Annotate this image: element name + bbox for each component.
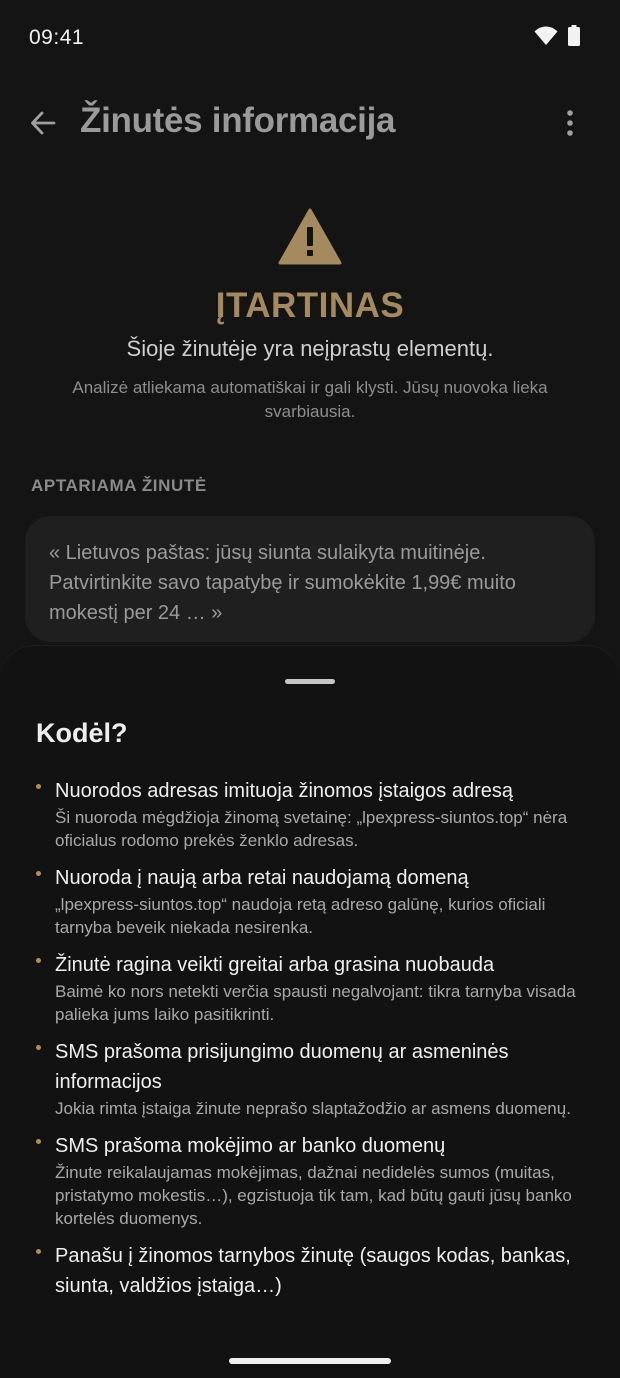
arrow-left-icon [29,109,57,137]
more-vert-icon [566,109,574,137]
status-bar [0,0,620,76]
status-icons [534,25,580,46]
reason-item [36,1131,591,1230]
home-indicator[interactable] [229,1358,391,1364]
app-bar [0,90,620,156]
verdict-title: ĮTARTINAS [215,286,405,325]
reason-description: Baimė ko nors netekti verčia spausti negalvojant: tikra tarnyba visada palieka jums laiko pasitikrinti. [55,982,576,1024]
reasons-list [36,776,591,1312]
message-text: « Lietuvos paštas: jūsų siunta sulaikyta muitinėje. Patvirtinkite savo tapatybę ir sumokėkite 1,99€ muito mokestį per 24 … » [49,542,516,624]
reason-title: Žinutė ragina veikti greitai arba grasina nuobauda [55,954,495,976]
bullet-icon [36,1139,41,1144]
reason-title: SMS prašoma mokėjimo ar banko duomenų [55,1135,446,1157]
reasons-bottom-sheet [0,646,620,1378]
reason-title: SMS prašoma prisijungimo duomenų ar asmeninės informacijos [55,1041,509,1093]
drag-handle[interactable] [285,679,335,684]
reason-title: Nuorodos adresas imituoja žinomos įstaigos adresą [55,780,514,802]
reason-description: Jokia rimta įstaiga žinute neprašo slaptažodžio ar asmens duomenų. [55,1099,571,1118]
bullet-icon [36,871,41,876]
reason-description: Ši nuoroda mėgdžioja žinomą svetainę: „lpexpress-siuntos.top“ nėra oficialus rodomo prekės ženklo adresas. [55,808,568,850]
verdict-note: Analizė atliekama automatiškai ir gali klysti. Jūsų nuovoka lieka svarbiausia. [72,378,548,421]
reason-item [36,950,591,1026]
bullet-icon [36,1045,41,1050]
reason-item [36,1241,591,1301]
reason-item [36,1037,591,1120]
reason-title: Nuoroda į naują arba retai naudojamą domeną [55,867,469,889]
verdict-section [0,208,620,424]
bullet-icon [36,1249,41,1254]
message-section-label: APTARIAMA ŽINUTĖ [31,476,207,495]
reason-item [36,863,591,939]
sheet-title: Kodėl? [36,718,128,748]
verdict-subtitle: Šioje žinutėje yra neįprastų elementų. [126,336,494,361]
battery-icon [568,25,580,46]
reason-title: Panašu į žinomos tarnybos žinutę (saugos kodas, bankas, siunta, valdžios įstaiga…) [55,1245,571,1297]
reason-description: „lpexpress-siuntos.top“ naudoja retą adreso galūnę, kurios oficiali tarnyba beveik niekada nesirenka. [55,895,546,937]
bullet-icon [36,784,41,789]
reason-item [36,776,591,852]
wifi-icon [534,26,558,46]
more-options-button[interactable] [556,104,584,142]
back-button[interactable] [24,104,62,142]
message-card [25,516,595,642]
warning-triangle-icon [278,208,342,266]
reason-description: Žinute reikalaujamas mokėjimas, dažnai nedidelės sumos (muitas, pristatymo mokestis…), egzistuoja tik tam, kad būtų gauti jūsų banko kortelės duomenys. [55,1163,572,1228]
bullet-icon [36,958,41,963]
status-time: 09:41 [29,26,85,49]
page-title: Žinutės informacija [80,101,396,140]
